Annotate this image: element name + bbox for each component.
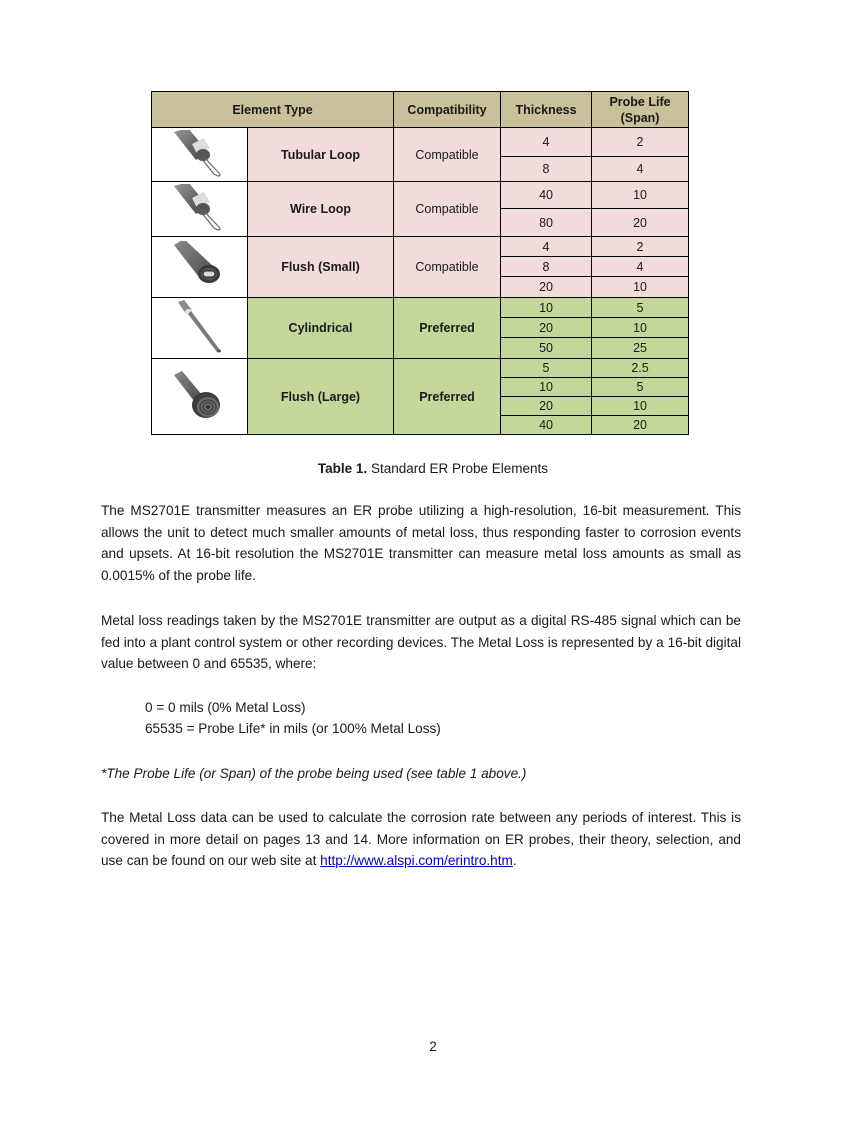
flush-large-probe-image: [152, 359, 248, 435]
thickness-cell: 20: [501, 397, 592, 416]
probe-life-cell: 5: [592, 298, 689, 318]
probe-life-cell: 10: [592, 277, 689, 298]
thickness-cell: 50: [501, 338, 592, 359]
thickness-cell: 10: [501, 378, 592, 397]
element-type-cell: Flush (Large): [248, 359, 394, 435]
thickness-cell: 80: [501, 209, 592, 237]
equation-zero: 0 = 0 mils (0% Metal Loss): [145, 700, 306, 715]
element-type-cell: Flush (Small): [248, 237, 394, 298]
table-row: [152, 298, 689, 318]
equation-full-scale: 65535 = Probe Life* in mils (or 100% Metal Loss): [145, 721, 441, 736]
thickness-cell: 4: [501, 128, 592, 157]
probe-life-cell: 10: [592, 182, 689, 209]
wire-loop-probe-icon: [170, 184, 230, 234]
probe-life-cell: 2: [592, 128, 689, 157]
probe-life-cell: 25: [592, 338, 689, 359]
compatibility-cell: Compatible: [394, 128, 501, 182]
element-type-cell: Wire Loop: [248, 182, 394, 237]
probe-life-cell: 10: [592, 397, 689, 416]
table-row: [152, 237, 689, 257]
paragraph-corrosion-rate: The Metal Loss data can be used to calculate the corrosion rate between any periods of interest. This is covered in more detail on pages 13 and 14. More information on ER probes, their theory, selection, and use can be found on our web site at http://www.alspi.com/erintro.htm.: [101, 810, 741, 868]
probe-life-cell: 4: [592, 157, 689, 182]
probe-life-cell: 2.5: [592, 359, 689, 378]
footnote: *The Probe Life (or Span) of the probe being used (see table 1 above.): [101, 766, 527, 781]
caption-text: Standard ER Probe Elements: [367, 461, 549, 476]
thickness-cell: 8: [501, 257, 592, 277]
wire-loop-probe-image: [152, 182, 248, 237]
header-compatibility: Compatibility: [394, 92, 501, 128]
table-row: [152, 128, 689, 157]
table-header-row: [152, 92, 689, 128]
compatibility-cell: Preferred: [394, 359, 501, 435]
paragraph-resolution: The MS2701E transmitter measures an ER probe utilizing a high-resolution, 16-bit measurement. This allows the unit to detect much smaller amounts of metal loss, thus responding faster to corrosion events and upsets. At 16-bit resolution the MS2701E transmitter can measure metal loss amounts as small as 0.0015% of the probe life.: [101, 503, 741, 583]
flush-large-probe-icon: [172, 369, 228, 425]
header-probe-life: Probe Life (Span): [592, 92, 689, 128]
tubular-loop-probe-image: [152, 128, 248, 182]
probe-life-cell: 2: [592, 237, 689, 257]
header-thickness: Thickness: [501, 92, 592, 128]
thickness-cell: 40: [501, 416, 592, 435]
thickness-cell: 40: [501, 182, 592, 209]
page-number: 2: [429, 1039, 437, 1054]
thickness-cell: 8: [501, 157, 592, 182]
probe-life-cell: 10: [592, 318, 689, 338]
compatibility-cell: Compatible: [394, 237, 501, 298]
probe-life-cell: 5: [592, 378, 689, 397]
caption-label: Table 1.: [317, 461, 368, 476]
thickness-cell: 20: [501, 318, 592, 338]
thickness-cell: 20: [501, 277, 592, 298]
thickness-cell: 4: [501, 237, 592, 257]
probe-life-cell: 20: [592, 209, 689, 237]
compatibility-cell: Preferred: [394, 298, 501, 359]
table-row: [152, 182, 689, 209]
element-type-cell: Tubular Loop: [248, 128, 394, 182]
thickness-cell: 10: [501, 298, 592, 318]
paragraph-rs485-output: Metal loss readings taken by the MS2701E transmitter are output as a digital RS-485 signal which can be fed into a plant control system or other recording devices. The Metal Loss is represented by a 16-bit digital value between 0 and 65535, where:: [101, 613, 741, 671]
probe-life-cell: 20: [592, 416, 689, 435]
tubular-loop-probe-icon: [170, 130, 230, 180]
thickness-cell: 5: [501, 359, 592, 378]
erintro-link[interactable]: http://www.alspi.com/erintro.htm: [320, 853, 513, 868]
flush-small-probe-image: [152, 237, 248, 298]
element-type-cell: Cylindrical: [248, 298, 394, 359]
flush-small-probe-icon: [172, 241, 228, 293]
compatibility-cell: Compatible: [394, 182, 501, 237]
cylindrical-probe-icon: [172, 300, 228, 356]
table-caption: [0, 461, 866, 476]
cylindrical-probe-image: [152, 298, 248, 359]
probe-elements-table: [151, 91, 689, 435]
table-row: [152, 359, 689, 378]
probe-life-cell: 4: [592, 257, 689, 277]
header-element-type: Element Type: [152, 92, 394, 128]
